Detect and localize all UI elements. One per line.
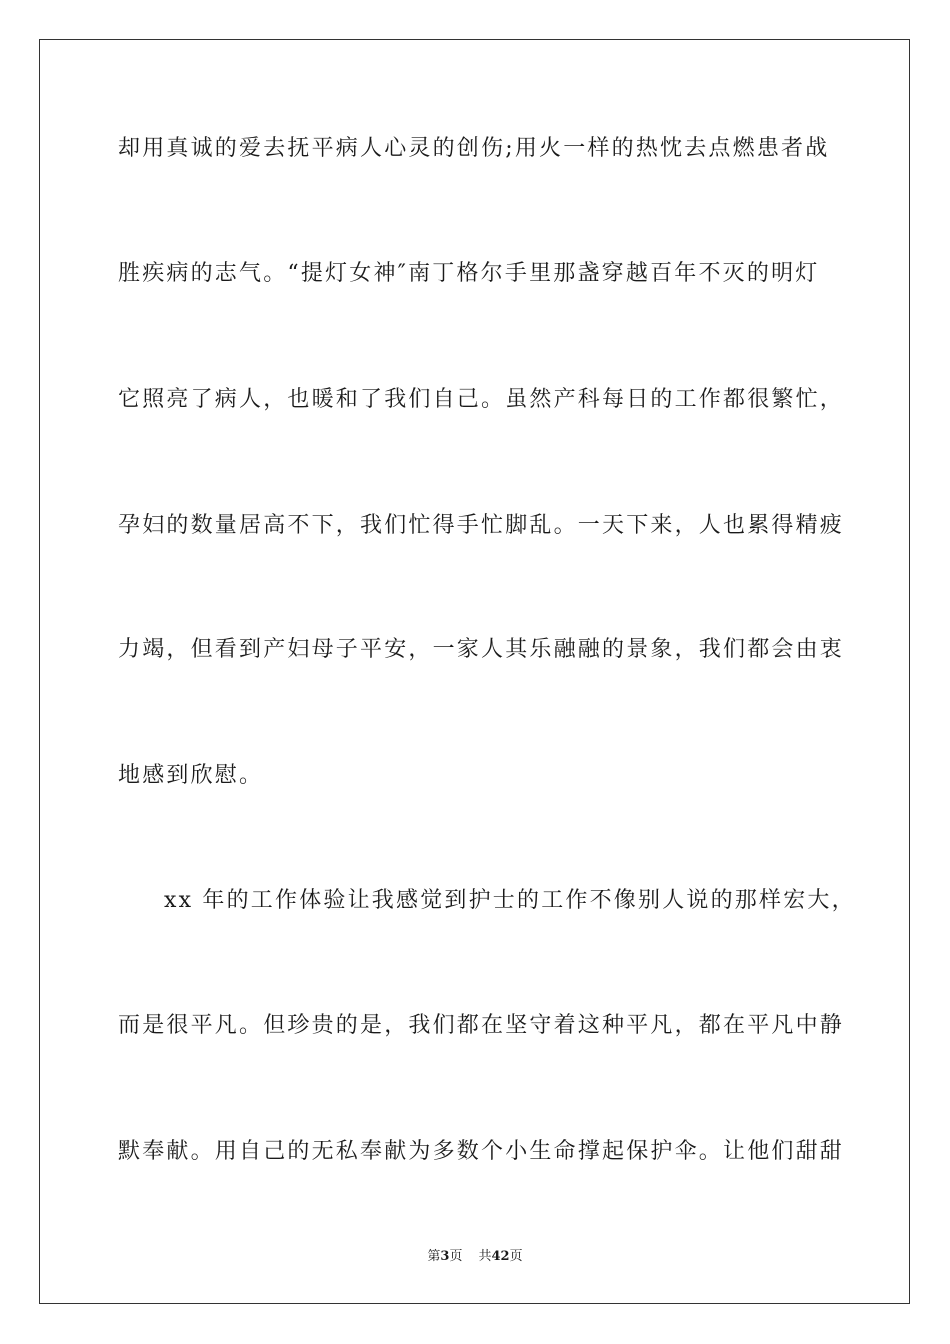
text-line: 孕妇的数量居高不下，我们忙得手忙脚乱。一天下来，人也累得精疲 bbox=[118, 513, 845, 538]
text-line: 却用真诚的爱去抚平病人心灵的创伤;用火一样的热忱去点燃患者战 bbox=[118, 136, 830, 161]
text-line: 它照亮了病人，也暖和了我们自己。虽然产科每日的工作都很繁忙， bbox=[118, 387, 845, 412]
page-number: 3 bbox=[440, 1249, 450, 1264]
text-line: 力竭，但看到产妇母子平安，一家人其乐融融的景象，我们都会由衷 bbox=[118, 637, 845, 662]
paragraph-first-line: xx 年的工作体验让我感觉到护士的工作不像别人说的那样宏大， bbox=[164, 888, 856, 913]
page-prefix: 第 bbox=[427, 1249, 441, 1264]
total-prefix: 共 bbox=[478, 1249, 492, 1264]
page-footer bbox=[0, 1248, 950, 1266]
total-pages: 42 bbox=[491, 1249, 510, 1264]
text-line: 而是很平凡。但珍贵的是，我们都在坚守着这种平凡，都在平凡中静 bbox=[118, 1013, 845, 1038]
total-suffix: 页 bbox=[509, 1249, 523, 1264]
text-line: 默奉献。用自己的无私奉献为多数个小生命撑起保护伞。让他们甜甜 bbox=[118, 1139, 845, 1164]
text-line: 地感到欣慰。 bbox=[118, 763, 264, 788]
text-line: 胜疾病的志气。“提灯女神″南丁格尔手里那盏穿越百年不灭的明灯 bbox=[118, 261, 820, 286]
page-suffix: 页 bbox=[449, 1249, 463, 1264]
page-border bbox=[39, 39, 910, 1304]
